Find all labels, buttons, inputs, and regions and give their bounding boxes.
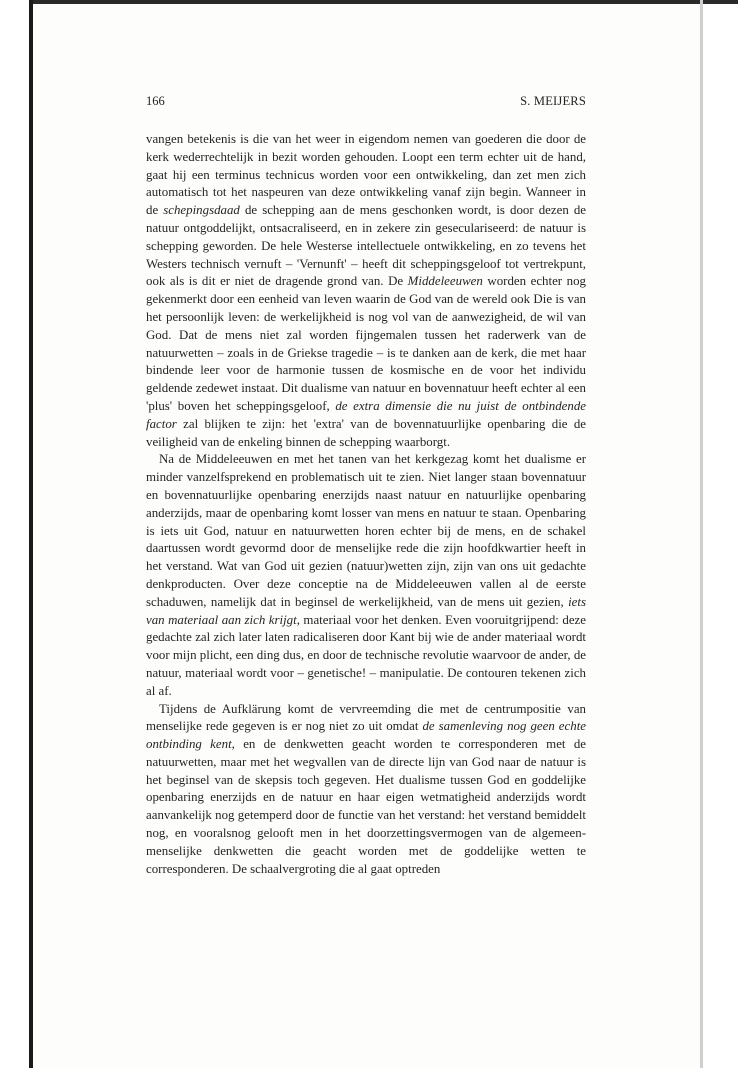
paragraph-1 [146,131,586,451]
text-span: Tijdens de Aufklärung komt de vervreemding die met de centrumpositie van menselijke rede gegeven is er nog niet zo uit omdat [146,701,586,734]
text-span: vangen betekenis is die van het weer in eigendom nemen van goederen die door de kerk wederrechtelijk in bezit worden gehouden. Loopt een term echter uit de hand, gaat hij een terminus technicus worden voor een ontwikkeling, dan zet men zich automatisch tot het naspeuren van deze ontwikkeling vanaf zijn begin. Wanneer in de [146,132,586,218]
italic-span: schepingsdaad [163,203,240,218]
text-span: worden echter nog gekenmerkt door een eenheid van leven waarin de God van de wereld ook Die is van het persoonlijk leven: de werkelijkheid is nog vol van de aanwezigheid, de wil van God. Dat de mens niet zal worden fijngemalen tussen het raderwerk van de natuurwetten – zoals in de Griekse tragedie – is te danken aan de kerk, die met haar bindende leer voor de harmonie tussen de kosmische en de voor het individu geldende zedewet instaat. Dit dualisme van natuur en bovennatuur heeft echter al een 'plus' boven het scheppingsgeloof, [146,274,586,413]
page-header [146,94,586,112]
italic-span: Middeleeuwen [407,274,483,289]
body-text [146,131,586,878]
text-span: Na de Middeleeuwen en met het tanen van het kerkgezag komt het dualisme er minder vanzelfsprekend en problematisch uit te zien. Niet langer staan bovennatuur en bovennatuurlijke openbaring enerzijds naast natuur en natuurlijke openbaring anderzijds, maar de openbaring komt losser van mens en natuur te staan. Openbaring is iets uit God, natuur en natuurwetten horen echter bij de mens, en de schakel daartussen wordt gevormd door de menselijke rede die zijn hoofdkwartier heeft in het verstand. Wat van God uit gezien (natuur)wetten zijn, zijn van ons uit gedachte denkproducten. Over deze conceptie na de Middeleeuwen vallen al de eerste schaduwen, namelijk dat in beginsel de werkelijkheid, van de mens uit gezien, [146,452,586,609]
running-head-author: S. MEIJERS [520,94,586,108]
paragraph-2 [146,451,586,700]
text-span: zal blijken te zijn: het 'extra' van de bovennatuurlijke openbaring die de veiligheid van de enkeling binnen de schepping waarborgt. [146,416,586,449]
text-span: materiaal voor het denken. Even vooruitgrijpend: deze gedachte zal zich later laten radicaliseren door Kant bij wie de ander materiaal wordt voor mijn plicht, een ding dus, en door de technische revolutie waarvoor de ander, de natuur, materiaal wordt voor – genetische! – manipulatie. De contouren tekenen zich al af. [146,612,586,698]
scan-edge-right [700,0,703,1068]
page-number: 166 [146,94,165,108]
paragraph-3 [146,701,586,879]
italic-span: de extra dimensie die nu juist de ontbindende factor [146,398,586,431]
italic-span: iets van materiaal aan zich krijgt, [146,594,586,627]
text-span: de schepping aan de mens geschonken wordt, is door dezen de natuur ontgoddelijkt, ontsacraliseerd, en in zekere zin geseculariseerd: de natuur is schepping geworden. De hele Westerse intellectuele ontwikkeling, en zo tevens het Westers technisch vernuft – 'Vernunft' – heeft dit scheppingsgeloof tot vertrekpunt, ook als is dit er niet de dragende grond van. De [146,203,587,289]
italic-span: de samenleving nog geen echte ontbinding kent, [146,719,586,752]
text-span: en de denkwetten geacht worden te corresponderen met de natuurwetten, maar met het wegvallen van de directe lijn van God naar de natuur is het beginsel van de skepsis toch gegeven. Het dualisme tussen God en goddelijke openbaring enerzijds en de natuur en haar eigen wetmatigheid anderzijds wordt aanvankelijk nog getemperd door de functie van het verstand: het verstand bemiddelt nog, en vooralsnog gelooft men in het doorzettingsvermogen van de algemeen-menselijke denkwetten die geacht worden met de goddelijke wetten te corresponderen. De schaalvergroting die al gaat optreden [146,737,586,876]
